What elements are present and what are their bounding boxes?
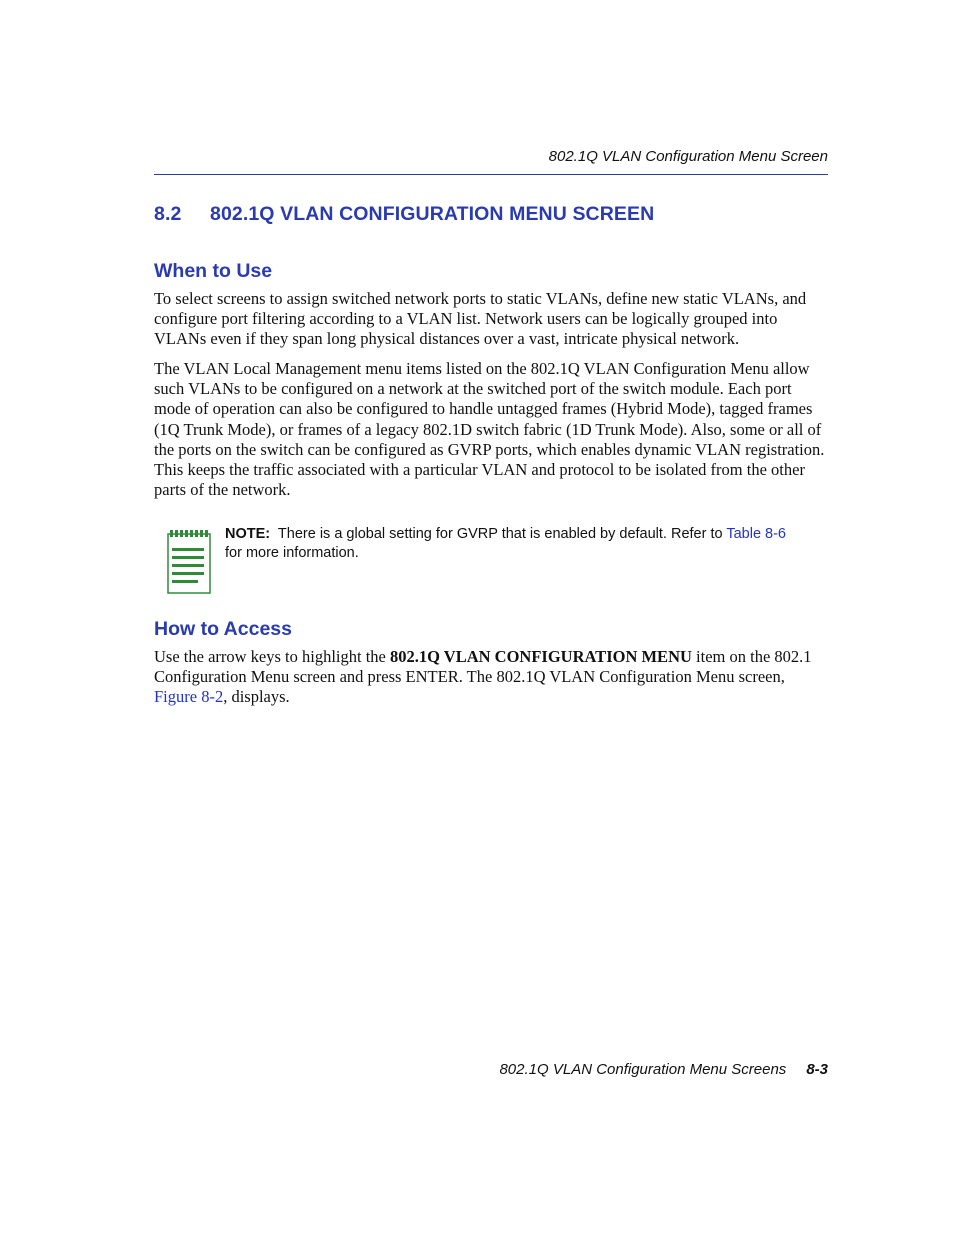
section-title xyxy=(154,203,654,226)
menu-name: 802.1Q VLAN CONFIGURATION MENU xyxy=(390,647,692,666)
note-text xyxy=(225,525,830,562)
when-to-use-heading: When to Use xyxy=(154,260,273,282)
figure-8-2-link[interactable]: Figure 8-2 xyxy=(154,687,224,707)
access-text-3: , displays. xyxy=(223,687,290,707)
running-header: 802.1Q VLAN Configuration Menu Screen xyxy=(548,148,828,165)
page-number: 8-3 xyxy=(806,1061,828,1078)
section-number: 8.2 xyxy=(154,203,182,225)
section-title-text: 802.1Q VLAN CONFIGURATION MENU SCREEN xyxy=(210,203,655,225)
when-to-use-paragraph-1: To select screens to assign switched network ports to static VLANs, define new static VLANs, and configure port filtering according to a VLAN list. Network users can be logically grouped into VLANs even if they span long physical distances over a vast, intricate physical network. xyxy=(154,289,807,349)
footer-title: 802.1Q VLAN Configuration Menu Screens xyxy=(499,1061,787,1078)
when-to-use-paragraph-2: The VLAN Local Management menu items listed on the 802.1Q VLAN Configuration Menu allow such VLANs to be configured on a network at the switched port of the switch module. Each port mode of operation can also be configured to handle untagged frames (Hybrid Mode), tagged frames (1Q Trunk Mode), or frames of a legacy 802.1D switch fabric (1D Trunk Mode). Also, some or all of the ports on the switch can be configured as GVRP ports, which enables dynamic VLAN registration. This keeps the traffic associated with a particular VLAN and protocol to be isolated from the other parts of the network. xyxy=(154,359,825,500)
header-rule xyxy=(154,174,828,175)
note-body: There is a global setting for GVRP that is enabled by default. Refer to xyxy=(277,526,723,542)
notepad-icon xyxy=(166,528,212,596)
page-footer xyxy=(154,1061,828,1078)
table-8-6-link[interactable]: Table 8-6 xyxy=(726,526,786,542)
note-body-end: for more information. xyxy=(225,544,359,561)
how-to-access-paragraph xyxy=(154,647,830,708)
how-to-access-heading: How to Access xyxy=(154,618,292,640)
access-text-2: item on the 802.1 Configuration Menu screen and press ENTER. The 802.1Q VLAN Configuration Menu screen, xyxy=(154,647,812,687)
note-label: NOTE: xyxy=(225,526,271,542)
access-text-1: Use the arrow keys to highlight the xyxy=(154,647,386,666)
